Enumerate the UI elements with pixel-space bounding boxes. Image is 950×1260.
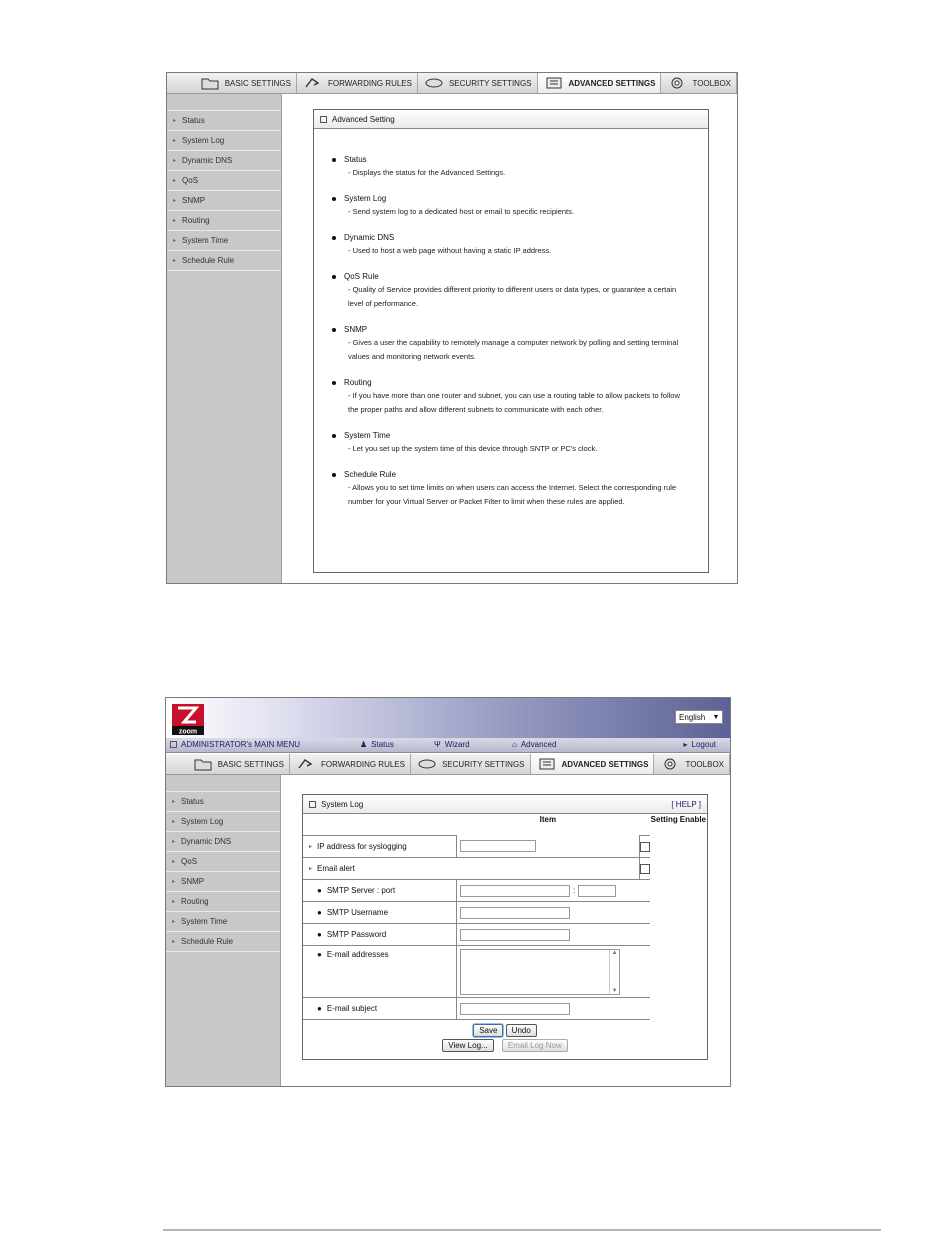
- list-item: [332, 431, 708, 456]
- feature-description: - Allows you to set time limits on when users can access the Internet. Select the corresponding rule number for your Virtual Server or Packet Filter to limit when these rules are applied.: [348, 483, 677, 506]
- top-tab-bar: [166, 754, 730, 775]
- arrow-right-icon: ▸: [173, 238, 177, 244]
- bullet-icon: [332, 197, 336, 201]
- arrow-right-icon: ▸: [173, 198, 177, 204]
- arrow-right-icon: ▸: [173, 158, 177, 164]
- forward-arrow-icon: [295, 756, 317, 772]
- feature-description: - Send system log to a dedicated host or email to specific recipients.: [348, 207, 574, 216]
- feature-title: Status: [344, 155, 367, 164]
- arrow-right-icon: ▸: [172, 939, 176, 945]
- arrow-right-icon: ▸: [172, 859, 176, 865]
- person-icon: ♟: [360, 740, 368, 749]
- bullet-icon: [332, 236, 336, 240]
- system-log-screenshot: [165, 697, 731, 1087]
- bullet-icon: ●: [317, 950, 322, 959]
- undo-button[interactable]: Undo: [506, 1024, 537, 1037]
- bullet-icon: [332, 381, 336, 385]
- ip-syslog-input[interactable]: [460, 840, 536, 852]
- syslog-enable-checkbox[interactable]: [640, 842, 650, 852]
- list-item: [332, 233, 708, 258]
- wizard-icon: Ψ: [434, 740, 441, 749]
- sidebar-item-status[interactable]: ▸ Status: [167, 111, 281, 131]
- sidebar-item-snmp[interactable]: ▸ SNMP: [167, 191, 281, 211]
- list-item: [332, 378, 708, 417]
- collapse-box-icon: [170, 741, 177, 748]
- sidebar-item-system-log[interactable]: ▸ System Log: [167, 131, 281, 151]
- feature-title: Schedule Rule: [344, 470, 397, 479]
- sidebar: [166, 775, 281, 1087]
- arrow-right-icon: ▸: [309, 844, 313, 850]
- table-row: [303, 836, 707, 858]
- feature-description: - If you have more than one router and subnet, you can use a routing table to allow packets to follow the proper paths and allow different subnets to communicate with each other.: [348, 391, 680, 414]
- email-alert-enable-checkbox[interactable]: [640, 864, 650, 874]
- advanced-icon: [536, 756, 558, 772]
- arrow-right-icon: ▸: [172, 879, 176, 885]
- arrow-right-icon: ▸: [173, 218, 177, 224]
- forward-arrow-icon: [302, 75, 324, 91]
- language-select[interactable]: English ▼: [675, 710, 723, 724]
- tab-forwarding-rules[interactable]: FORWARDING RULES: [290, 754, 411, 774]
- ip-syslog-label: IP address for syslogging: [317, 842, 407, 851]
- feature-description: - Quality of Service provides different priority to different users or data types, or guarantee a certain level of performance.: [348, 285, 677, 308]
- bullet-icon: ●: [317, 930, 322, 939]
- panel-title: Advanced Setting: [332, 114, 395, 124]
- feature-title: SNMP: [344, 325, 368, 334]
- list-item: [332, 194, 708, 219]
- panel-header: [314, 110, 708, 129]
- tab-basic-settings[interactable]: BASIC SETTINGS: [194, 73, 297, 93]
- arrow-right-icon: ▸: [173, 178, 177, 184]
- bullet-icon: [332, 434, 336, 438]
- bullet-icon: ●: [317, 1004, 322, 1013]
- arrow-right-icon: ▸: [172, 899, 176, 905]
- main-menu-title: ADMINISTRATOR's MAIN MENU: [170, 740, 300, 749]
- help-link[interactable]: [ HELP ]: [671, 799, 701, 809]
- arrow-right-icon: ▸: [172, 799, 176, 805]
- security-icon: [416, 756, 438, 772]
- sidebar: [167, 94, 282, 584]
- sidebar-item-schedule-rule[interactable]: ▸ Schedule Rule: [166, 932, 280, 952]
- table-row: ● SMTP Server : port :: [303, 880, 707, 902]
- sidebar-item-status[interactable]: ▸ Status: [166, 792, 280, 812]
- feature-description: - Let you set up the system time of this device through SNTP or PC's clock.: [348, 444, 598, 453]
- smtp-username-label: SMTP Username: [326, 908, 389, 917]
- arrow-right-icon: ▸: [309, 866, 313, 872]
- top-tab-bar: [167, 73, 737, 94]
- smtp-password-label: SMTP Password: [326, 930, 387, 939]
- feature-description: - Displays the status for the Advanced Settings.: [348, 168, 506, 177]
- feature-description: - Gives a user the capability to remotely manage a computer network by polling and setting terminal values and monitoring network events.: [348, 338, 679, 361]
- tab-security-settings[interactable]: SECURITY SETTINGS: [411, 754, 531, 774]
- advanced-setting-panel: [313, 109, 709, 573]
- table-row: [303, 998, 707, 1020]
- bullet-icon: [332, 328, 336, 332]
- sidebar-item-dynamic-dns[interactable]: ▸ Dynamic DNS: [166, 832, 280, 852]
- folder-icon: [199, 75, 221, 91]
- sidebar-item-system-log[interactable]: ▸ System Log: [166, 812, 280, 832]
- menu-advanced[interactable]: ⌂ Advanced: [512, 740, 557, 749]
- list-item: [332, 325, 708, 364]
- bullet-icon: ●: [317, 908, 322, 917]
- email-alert-label: Email alert: [317, 864, 355, 873]
- email-subject-label: E-mail subject: [326, 1004, 378, 1013]
- list-item: [332, 155, 708, 180]
- tab-toolbox[interactable]: TOOLBOX: [654, 754, 730, 774]
- scroll-down-icon[interactable]: ▼: [611, 987, 618, 994]
- scrollbar[interactable]: [609, 950, 619, 994]
- bullet-icon: [332, 473, 336, 477]
- sidebar-item-routing[interactable]: ▸ Routing: [166, 892, 280, 912]
- advanced-icon: [543, 75, 565, 91]
- bullet-icon: ●: [317, 886, 322, 895]
- smtp-port-input[interactable]: [578, 885, 616, 897]
- svg-text:zoom: zoom: [178, 728, 198, 736]
- feature-title: Dynamic DNS: [344, 233, 395, 242]
- toolbox-icon: [659, 756, 681, 772]
- arrow-right-icon: ▸: [173, 138, 177, 144]
- feature-description: - Used to host a web page without having a static IP address.: [348, 246, 552, 255]
- feature-title: System Time: [344, 431, 391, 440]
- smtp-password-input[interactable]: [460, 929, 570, 941]
- log-button-row: [303, 1037, 707, 1052]
- email-log-now-button[interactable]: Email Log Now: [502, 1039, 568, 1052]
- feature-title: System Log: [344, 194, 387, 203]
- arrow-right-icon: ▸: [173, 258, 177, 264]
- sidebar-item-dynamic-dns[interactable]: ▸ Dynamic DNS: [167, 151, 281, 171]
- zoom-logo-icon: [170, 702, 206, 736]
- tab-security-settings[interactable]: SECURITY SETTINGS: [418, 73, 538, 93]
- arrow-right-icon: ▸: [172, 819, 176, 825]
- sidebar-item-system-time[interactable]: ▸ System Time: [167, 231, 281, 251]
- bullet-icon: [332, 275, 336, 279]
- button-row: [303, 1020, 707, 1037]
- tab-forwarding-rules[interactable]: FORWARDING RULES: [297, 73, 418, 93]
- column-header-setting: Setting: [650, 815, 678, 824]
- table-row: [303, 924, 707, 946]
- smtp-username-input[interactable]: [460, 907, 570, 919]
- page-divider: [163, 1229, 881, 1231]
- email-subject-input[interactable]: [460, 1003, 570, 1015]
- smtp-server-input[interactable]: [460, 885, 570, 897]
- panel-title: System Log: [321, 799, 364, 809]
- table-row: [303, 858, 707, 880]
- sidebar-item-qos[interactable]: ▸ QoS: [167, 171, 281, 191]
- scroll-up-icon[interactable]: ▲: [611, 949, 618, 956]
- table-header-row: [303, 814, 707, 836]
- bullet-icon: [332, 158, 336, 162]
- panel-header: [303, 795, 707, 814]
- email-addresses-textarea[interactable]: [460, 949, 620, 995]
- sidebar-item-qos[interactable]: ▸ QoS: [166, 852, 280, 872]
- feature-list: [314, 129, 708, 509]
- email-addresses-label: E-mail addresses: [326, 950, 389, 959]
- tab-toolbox[interactable]: TOOLBOX: [661, 73, 737, 93]
- arrow-right-icon: ▸: [683, 740, 688, 749]
- menu-status[interactable]: ♟ Status: [360, 740, 394, 749]
- table-row: [303, 902, 707, 924]
- sidebar-item-routing[interactable]: ▸ Routing: [167, 211, 281, 231]
- tab-advanced-settings[interactable]: ADVANCED SETTINGS: [531, 754, 655, 774]
- arrow-right-icon: ▸: [172, 919, 176, 925]
- arrow-right-icon: ▸: [173, 118, 177, 124]
- dropdown-arrow-icon: ▼: [712, 713, 720, 721]
- menu-wizard[interactable]: Ψ Wizard: [434, 740, 470, 749]
- collapse-box-icon: [320, 116, 327, 123]
- save-button[interactable]: Save: [473, 1024, 503, 1037]
- feature-title: Routing: [344, 378, 372, 387]
- advanced-icon: ⌂: [512, 740, 517, 749]
- toolbox-icon: [666, 75, 688, 91]
- security-icon: [423, 75, 445, 91]
- arrow-right-icon: ▸: [172, 839, 176, 845]
- main-menu-bar: [166, 738, 730, 753]
- folder-icon: [192, 756, 214, 772]
- table-row: [303, 946, 707, 998]
- tab-basic-settings[interactable]: BASIC SETTINGS: [187, 754, 290, 774]
- column-header-enable: Enable: [679, 815, 706, 824]
- list-item: [332, 272, 708, 311]
- list-item: [332, 470, 708, 509]
- menu-logout[interactable]: ▸ Logout: [683, 740, 716, 749]
- tab-advanced-settings[interactable]: ADVANCED SETTINGS: [538, 73, 662, 93]
- sidebar-item-system-time[interactable]: ▸ System Time: [166, 912, 280, 932]
- system-log-panel: [302, 794, 708, 1060]
- advanced-setting-screenshot: [166, 72, 738, 584]
- header-banner: [166, 698, 730, 738]
- sidebar-item-snmp[interactable]: ▸ SNMP: [166, 872, 280, 892]
- view-log-button[interactable]: View Log...: [442, 1039, 493, 1052]
- sidebar-item-schedule-rule[interactable]: ▸ Schedule Rule: [167, 251, 281, 271]
- smtp-server-label: SMTP Server : port: [326, 886, 396, 895]
- system-log-form: [303, 814, 707, 1020]
- feature-title: QoS Rule: [344, 272, 379, 281]
- collapse-box-icon: [309, 801, 316, 808]
- column-header-item: Item: [539, 815, 557, 824]
